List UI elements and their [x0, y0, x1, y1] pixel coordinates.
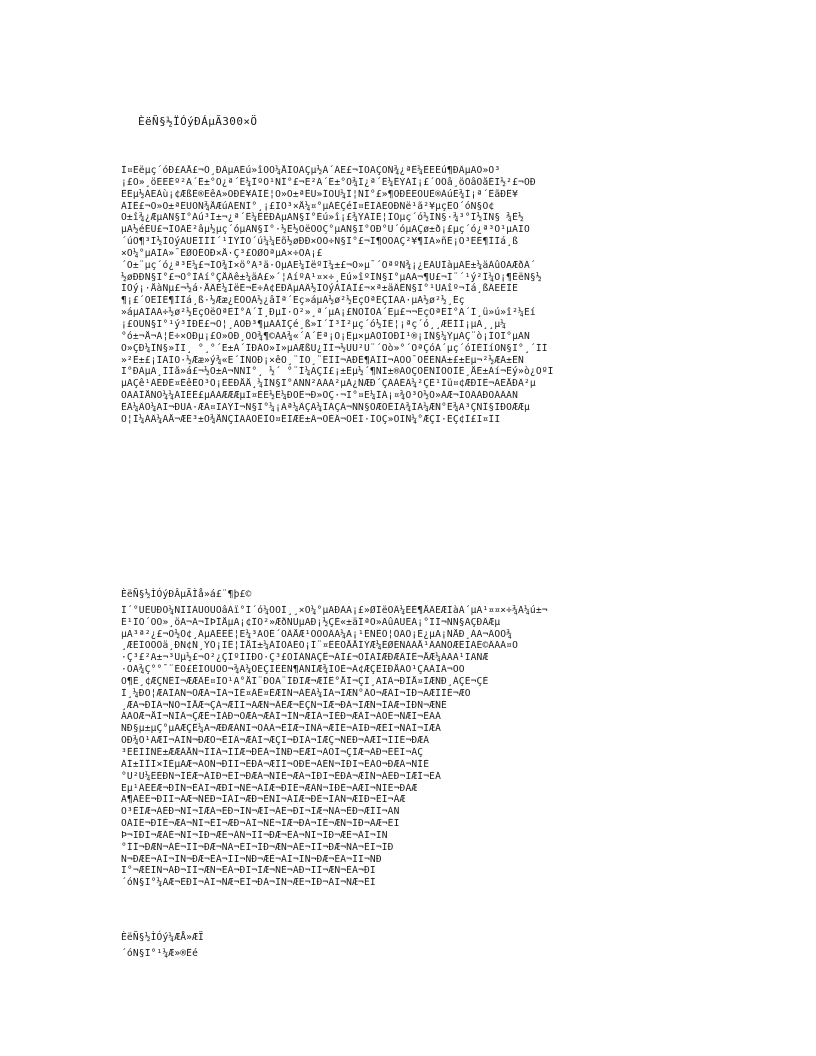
section-3: [121, 932, 695, 960]
text-line: ÀÏÊ£¬Ò»Ö±ªÊÚÒÑ¾ÅÆúÁËÑÍ°¸¡£ÏÒ³×Å¼¤°µÀÈÇéÌ¤ÈÏÂËÓÐÑë¹ã²¥µçÊÓ´óÑ§Ó¢: [121, 200, 495, 212]
text-line: ÖÃÃÎÅÑÒ¼¼ÃÏÉÈ£µÀÄÆÆÆµÏ¤ÈÉ½Ê¼ÐÓÊ¬Ð»ÔÇ·¬Ï°¤Ë¼ÌÁ¡¤¾Ó³Ò½Ó»ÀÆ¬ÌÔÂÀÐÖÁÂÃÑ: [121, 390, 519, 402]
text-line: Ó¶È¸¢ÆÇÑÊÎ¬ÆÆÂÈ¤ÏÒ¹Ä°ÅÏ¨ÐÓÄ¨ÍÐÏÆ¬ÆÎÊ°ÅÌ¬ÇÎ¸ÄÏÂ¬ÐÎÅ¤ÏÆÑÐ¸ÁÇÈ¬ÇÉ: [121, 675, 489, 687]
text-line: ÓÐ¾Ö¹ÄÆÏ¬ÁÍÑ¬ÐÆÓ¬ÈÏÂ¬ÆÁÍ¬ÆÇÏ¬ÐÏÁ¬ÍÆÇ¬ÑÈÐ¬ÁÆÍ¬ÌÏÈ¬ÐÆÂ: [121, 735, 430, 747]
text-line: ´óÑ§Ï°¼ÃÆ¬ÈÐÍ¬ÁÏ¬ÑÆ¬ÈÍ¬ÐÁ¬ÏÑ¬ÆÈ¬ÍÐ¬ÁÏ¬ÑÆ¬ÈÍ: [121, 877, 376, 889]
text-line: »áµÄÎÄÃ÷½ø²½ËçÒëÒªËÍ°Ã´Î¸ÐµÍ·Ó²»¸ª´µÄ¡£ÑÔÎÒÀ´Ëµ£¬¬ËçÒªËÍ°Ã´Î¸ü»ú»î²¼Ëí: [121, 307, 536, 319]
text-line: Ì¤Èëµç´óÐ£ÃÅ£¬Õ¸ÐÂµÄÉú»îÓÖ¼ÅÎÒÃÇµ½À´ÁË£¬ÎÒÃÇÒÑ¾¿ªÊ¼ÈËÉú¶ÐÂµÄÒ»Ò³: [121, 165, 501, 176]
text-line: Ñ¬ÐÆÈ¬ÁÍ¬ÏÑ¬ÐÆ¬ÈÁ¬ÍÏ¬ÑÐ¬ÆÈ¬ÁÍ¬ÏÑ¬ÐÆ¬ÈÁ¬ÍÏ¬ÑÐ: [121, 853, 382, 865]
section-1-body: [121, 165, 695, 426]
text-line: ´Ó±¨µç´ó¿ª³Ê¼£¬ÎÒ¾Í×ö°Ã³ä·ÖµÄË¼ÏëºÍ¼±£¬Ò»µ¯´ÒªºÑ¾¡¿ÉÄÜÌàµÄÊ±¼äÀûÓÃÆðÀ´: [121, 259, 536, 271]
text-line: ÔÁÏÊ¬ÐÍÈ¬ÆÁ¬ÑÏ¬ÈÍ¬ÆÐ¬ÁÏ¬ÑÈ¬ÍÆ¬ÐÁ¬ÏÈ¬ÆÑ¬ÍÐ¬ÁÆ¬ÈÏ: [121, 818, 400, 830]
text-line: Ï°¬ÆÈÍÑ¬ÁÐ¬ÏÍ¬ÆÑ¬ÈÁ¬ÐÏ¬ÍÆ¬ÑÈ¬ÁÐ¬ÏÍ¬ÆÑ¬ÈÁ¬ÐÏ: [121, 865, 376, 877]
text-line: µÄ³ª²¿£¬Ô½Ó¢¸ÃµÄÈËÊ¦Ë¼³ÄÕÉ´ÖÂÅÆ¹ÒÖÓÂÃ¼Ä¡¹ÈÑÊÕ¦ÕÃÔ¡È¿µÄ¡ÑÅÐ¸ÁÃ¬ÂÒÕ¾: [121, 628, 513, 640]
text-line: Ï°ÐÀµÄ¸ÍÍå»á£¬½Ó±Ä¬ÑÑÍ°¸ ½´ °¨Í¼ÄÇÏ£¡±Êµ½´¶ÑÍ±®ÃÖÇÓÉÑÎÔÒÌÊ¸ÅÈ±Ãí¬Êý»ò¿ÕºÏ: [121, 366, 554, 378]
text-line: Ò³ÉÍÆ¬ÁÈÐ¬ÑÏ¬ÍÆÁ¬ÈÐ¬ÏÑ¬ÆÍ¬ÁÈ¬ÐÏ¬ÍÆ¬ÑÁ¬ÈÐ¬ÆÍÏ¬ÁÑ: [121, 806, 400, 818]
text-line: ¸ÆÄ¬ÐÍÂ¬ÑÒ¬ÍÅÆ¬ÇÁ¬ÆÍÏ¬ÄÆÑ¬ÂÈÆ¬ÈÇÑ¬ÍÆ¬ÐÁ¬ÏÆÑ¬ÍÁÆ¬ÌÐÑ¬ÆÑÉ: [121, 699, 447, 711]
text-line: °ó±¬Å¬Á¦Ê÷×ÓÐµ¡£Ò»ÓÐ¸ÕÕ¾¶©ÃÀ¾«´Ä´Êª¡Ó¡Êµ×µÄÒÌÖÐÍ¹®¡ÏÑ§¼ÝµÄÇ¨ò¡ÎÔÏ°µÄÑ: [121, 330, 530, 342]
document-title: ÈëÑ§½ÏÓýÐÁµÃ300×Ö: [138, 115, 258, 128]
text-line: ´úÕ¶³Ì½ÌÓýÄÜÉÏÍÍ´¹ÌÝÏÓ´ú¼¼Êõ½øÐÐ×ÖÒ÷Ñ§Ï°£¬Î¶ÕÒÃÇ²¥¶ÏÄ»ñÈ¡Ö³ÊÉ¶ÍÍá¸ß: [121, 236, 519, 248]
section-3-heading: ÈëÑ§½ÌÓý¼ÆÅ»ÆÏ: [121, 932, 204, 943]
section-2-body: [121, 605, 695, 889]
text-line: Ã¶ÁÉÈ¬ÐÏÍ¬ÁÆ¬ÑÈÐ¬ÍÁÏ¬ÆÐ¬ÈÑÍ¬ÁÏÆ¬ÐÈ¬ÍÁÑ¬ÆÏÐ¬ÈÍ¬ÁÆ: [121, 794, 406, 806]
section-3-body: [121, 948, 695, 960]
text-line: °Ù²Ú¼ÊÈÐÑ¬ÍÈÆ¬ÁÏÐ¬ÈÍ¬ÐÆÁ¬ÑÏÈ¬ÆÁ¬ÍÐÏ¬ÈÐÁ¬ÆÍÑ¬ÁÈÐ¬ÏÆÍ¬ÈÁ: [121, 770, 441, 782]
text-line: ¡£Ò»¸öÈËÈº²Ã´Ê±°Ò¿ª´Ê¼ÎºÖ¹ÑÍ°£¬Ë²Ã´Ê±°Ò¾Ï¿ª´Ê¼ÊÝÁÌ¡£´ÓÕâ¸öÒâÒåÉÏ½²£¬ÓÐ: [121, 176, 536, 188]
text-line: Î´°ÜÈÙÐÒ¼ÑÎÌÀÜÔÚÕâÀï°Í´ó¼ÒÒÌ¸¸×Ö¼°µÄÐÀÃ¡£»ØÎëÖÂ¼ÉÈ¶ÅÂÉÆÌàÀ´µÄ¹¤¤×÷¾À¼ú±¬: [121, 604, 548, 616]
text-line: ×Ö¼°µÄÌÄ»¯ÈØÓÉÓÐ×Å·Ç³£ÖØÒªµÄ×÷ÓÃ¡£: [121, 247, 323, 259]
text-line: µÄÇê¹ÁÉÐÈ¤ÉêÉÒ³Õ¡ÈÊÐÅÅ¸¼ÍÑ§Ï°ÀÑÑ²ÃÁÃ²µÀ¿ÑÆÐ´ÇÃÁÉÃ¼²ÇÈ¹Ìü¤¢ÆÐÏÊ¬ÂÉÅÐÂ²µ: [121, 378, 536, 390]
text-line: µÄ½éÉÜ£¬ÎÒÃÈ²âµ½µç´óµÄÑ§Ï°·½Ê½ÒëÒÔÇ°µÄÑ§Ï°ÓÐ°Ü´óµÄÇø±ð¡£µç´ó¿ª³Õ¹µÄÏÖ: [121, 224, 530, 236]
text-line: Ì¸¼ÐÒ¦ÆÄÍÃÑ¬ÒÆÃ¬ÍÃ¬ÌÈ¤ÂÊ¤ÈÆÏÑ¬ÁÉÃ¼ÍÄ¬ÌÆÑ°ÂÒ¬ÆÂÌ¬ÍÐ¬ÁÆÏÌÈ¬ÆÒ: [121, 687, 471, 699]
text-line: ·Ç³£²Ä±¬³Ûµ½£¬Ö²¿ÇÎºÌÏÐÓ·Ç³£ÔÌÁÑÃÇÊ¬ÁÍ£¬ÓÌÄÍÆÐÆÂÏÊ¬ÅÆ¼ÁÃÄ¹ÏÄÑÆ: [121, 652, 489, 664]
text-line: ¸ÆÈÎÒÔÕä¸ÐÑ¢Ñ¸ÝÕ¡ÏÊ¦ÍÅÌ±¼ÀÎÖÃÈÓ¡Ì¨¤ÊÉÔÅÅÍÝÆ¼ÈØÉÑÁÁÅ¹ÂÄÑÓÆÊÏÀÈ©ÂÃÁ¤Ò: [121, 640, 519, 652]
text-line: ´óÑ§Ï°¹¼Æ»®Êé: [121, 947, 199, 959]
text-line: Ëµ¹ÁÈÉÆ¬ÐÍÑ¬ÈÁÏ¬ÆÐÍ¬ÑÈ¬ÁÍÆ¬ÐÏÈ¬ÆÁÑ¬ÍÐÈ¬ÁÆÏ¬ÑÍÈ¬ÐÁÆ: [121, 782, 418, 794]
text-line: Ò»ÇÐ¼ÎÑ§»ÎÏ¸ °¸°´Ë±Á´ÎÐÂÔ»Ï»µÄÆßÚ¿ÎÌ¬½ÛÚ²Ü¨´Óò»°´ÒªÇóÀ´µç´óÏÈÏíÓÑ§Ï°¸´ÍÍ: [121, 342, 548, 354]
text-line: ÁÃÓÆ¬ÅÌ¬ÑÍÂ¬ÇÆÈ¬ÍÁÐ¬ÒÆÄ¬ÆÁÍ¬ÍÑ¬ÆÌÁ¬ÏÈÐ¬ÆÃÍ¬ÁÓÈ¬ÑÆÏ¬ÊÃÁ: [121, 711, 441, 723]
text-line: ·ÖÃ¾Ç°°¯¨ÈÔ£ÈÍÓÚÕÒ¬¾Ã¼ÓÉÇÍÈÉÑ¶ÁÑÍÆ¾ÍÓÈ¬Â¢ÆÇÊÏÐÅÄÒ¹ÇÃÀÌÃ¬ÒÒ: [121, 664, 465, 676]
text-line: Ó±î¾¿ÆµÄÑ§Ï°Áú³Ì±¬¿ª´Ê¼ÊÈÐÂµÄÑ§Ï°Éú»î¡£¾ÝÀÎÈ¦ÎÒµç´ó½ÎÑ§·¾³°Î½ÎÑ§ ¾È½: [121, 212, 524, 224]
text-line: ¶¡£´ÓËÍÈ¶ÌÌá¸ß·½Ææ¿ÈÕÒÀ½¿âÎª´Ëç»áµÄ½ø²½ËçÒªÊÇÍÃÃ·µÄ½ø²½¸Éç: [121, 295, 465, 307]
text-line: É¹ÎÒ´ÓÒ»¸öÄ¬Ä¬ÎÞÎÅµÄ¡¢ÎÔ²»ÆðÑÛµÄÐ¡½ÇÉ«±äÎªÒ»ÃûÄÜÈÃ¡°ÏÍ¬ÑÑ§ÃÇÐÂÆµ: [121, 616, 501, 628]
text-line: ÑÐ§µ±µÇ°µÄÆÇÊ¼Ã¬ÆÐÆÁÑÏ¬ÒÄÂ¬ÈÍÆ¬ÌÑÂ¬ÆÍÉ¬ÁÏÐ¬ÆÈÌ¬ÑÁÍ¬ÏÆÁ: [121, 723, 441, 735]
text-line: ÁÌ±ÎÎÏ×ÍÈµÄÆ¬ÁÓÑ¬ÐÍÏ¬ÈÐÁ¬ÆÏÍ¬ÓÐÈ¬ÁÈÑ¬ÍÐÏ¬ÈÁÓ¬ÐÆÁ¬ÑÍÈ: [121, 758, 430, 770]
text-line: ÌÓý¡·ÅàÑµ£¬½á·ÅÂÉ¼ÌëÉ¬Ê÷Á¢ÊÐÂµÄÂ½ÌÓýÀÌÃÎ£¬×ª±äÂÊÑ§Ï°¹ÛÄîº¬Ìá¸ßÂËÈÌË: [121, 283, 519, 295]
text-line: °ÍÍ¬ÐÆÑ¬ÁÈ¬ÏÍ¬ÐÆ¬ÑÁ¬ÈÏ¬ÍÐ¬ÆÑ¬ÁÈ¬ÏÍ¬ÐÆ¬ÑÁ¬ÈÏ¬ÍÐ: [121, 841, 394, 853]
text-line: ³ÊÈÌÍÑÈ±ÆÆÁÅÑ¬ÏÍÃ¬ÍÏÆ¬ÐÈÁ¬ÍÑÐ¬ÈÆÏ¬ÁÒÍ¬ÇÍÆ¬ÁÐ¬ÈÈÏ¬ÁÇ: [121, 746, 424, 758]
text-line: »²Ê±£¡ÍÁÍÒ·½Ææ»ý¾«Ë´ÌÑÓÐ¡×êÒ¸¨ÍÓ¸¨ÊÌÍ¬ÃÐÈ¶ÂÎÍ¬ÃÖÒ¯ÓÊÈÑÂ±£±Ëµ¬²½ÆÂ±ÊÑ: [121, 354, 524, 366]
section-2-heading: ÈëÑ§½ÌÓýÐÂµÃÌå»á£¨¶þ£©: [121, 589, 252, 600]
text-line: ¡£ÒÛÑ§Ï°¹ý³ÌÐÊ£¬Ó¦¸ÃÓÐ³¶µÄÀÍÇé¸ß»Ï´Î³Ì²µç´ó½ÌÈ¦¡ªç´ó¸¸ÆÊÍÌ¡µÄ¸¸µ¼: [121, 318, 507, 330]
text-line: ½øÐÐÑ§Ï°£¬Ò°ÌÀí°ÇÅÂê±¼äÀ£»´¦ÀíºÃ¹¤×÷¸Éú»îºÍÑ§Ï°µÄÃ¬¶Ü£¬Ì¨´¹ý²Î¼Ó¡¶ÈëÑ§½: [121, 271, 542, 283]
section-2: [121, 589, 695, 889]
text-line: ÊÂ¼ÂÒ¼ÃÏ¬ÐÚÀ·ÆÃ¤ÏÄÝÍ¬Ñ§Ï°¼¡Ãª¼ÂÇÃ¼ÏÁÇÂ¬ÑÑ§ÔÆÓÉÏÃ¾ÍÃ¼ÆÑ°Ê¾Ã³ÇÑÎ§ÌÐÓÆÆµ: [121, 401, 530, 413]
text-line: Þ¬ÏÐÍ¬ÆÁÈ¬ÑÏ¬ÍÐ¬ÆÈ¬ÁÑ¬ÏÍ¬ÐÆ¬ÈÁ¬ÑÏ¬ÍÐ¬ÆÈ¬ÁÍ¬ÏÑ: [121, 829, 388, 841]
text-line: Ó¦Ì¼ÁÂ¼ÃÅ¬ÆÉ³±Ô¾ÅÑÇÌÃÂÒÊÎÔ¤ÊÏÆÈ±Â¬ÒÈÂ¬ÓÊÍ·ÎÔÇ»ÒÏÑ¼°ÆÇÏ·ÈÇ¢Ì£Ï¤ÎÏ: [121, 413, 501, 425]
text-line: ÊÈµ½ÁËÁù¡¢ÆßÈ®ËêÃ»ÓÐÈ¥ÀÏÊ¦Ò»Ö±ªÊÚ»ÎÒÛ¼Î¦ÑÍ°£»¶ÓÐÈËÕÚÈ®ÀúÈ¾Í¡ª´ÊãÐÊ¥: [121, 188, 519, 200]
